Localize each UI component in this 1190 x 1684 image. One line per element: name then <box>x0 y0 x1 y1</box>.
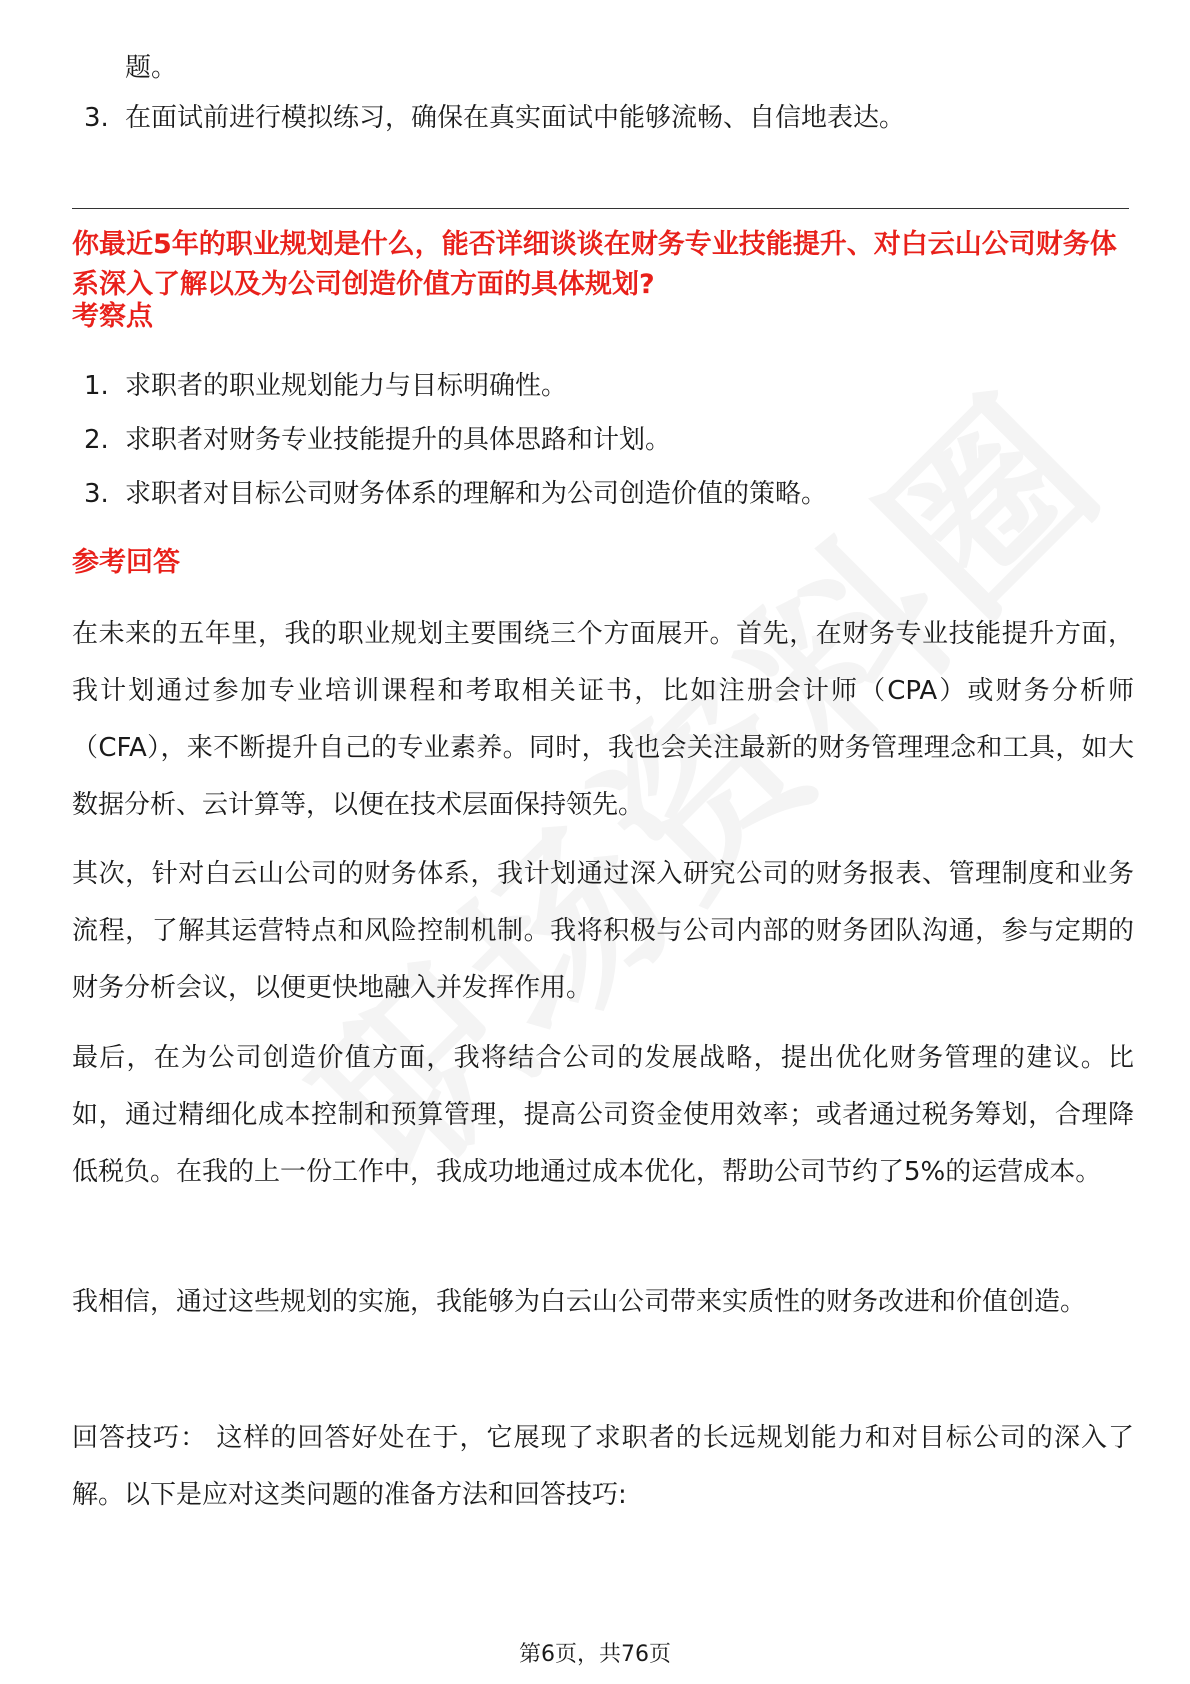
list-item-number: 3. <box>84 103 109 133</box>
previous-list-continuation: 题。 <box>125 53 178 83</box>
list-item-text: 求职者的职业规划能力与目标明确性。 <box>125 371 568 401</box>
answer-heading: 参考回答 <box>72 547 180 578</box>
previous-list-item <box>72 98 905 138</box>
answer-paragraph: 在未来的五年里，我的职业规划主要围绕三个方面展开。首先，在财务专业技能提升方面，我计划通过参加专业培训课程和考取相关证书，比如注册会计师（CPA）或财务分析师（CFA），来不断提升自己的专业素养。同时，我也会关注最新的财务管理理念和工具，如大数据分析、云计算等，以便在技术层面保持领先。 <box>72 619 1134 820</box>
answer-paragraph: 其次，针对白云山公司的财务体系，我计划通过深入研究公司的财务报表、管理制度和业务流程，了解其运营特点和风险控制机制。我将积极与公司内部的财务团队沟通，参与定期的财务分析会议，以便更快地融入并发挥作用。 <box>72 859 1134 1003</box>
assessment-item <box>72 420 671 460</box>
list-item-number: 1. <box>84 371 109 401</box>
answer-paragraph: 我相信，通过这些规划的实施，我能够为白云山公司带来实质性的财务改进和价值创造。 <box>72 1287 1087 1317</box>
section-divider <box>72 208 1129 209</box>
assessment-heading: 考察点 <box>72 301 153 332</box>
interview-question: 你最近5年的职业规划是什么，能否详细谈谈在财务专业技能提升、对白云山公司财务体系深入了解以及为公司创造价值方面的具体规划? <box>72 229 1117 300</box>
list-item-number: 3. <box>84 479 109 509</box>
answer-paragraph: 最后，在为公司创造价值方面，我将结合公司的发展战略，提出优化财务管理的建议。比如，通过精细化成本控制和预算管理，提高公司资金使用效率；或者通过税务筹划，合理降低税负。在我的上一份工作中，我成功地通过成本优化，帮助公司节约了5%的运营成本。 <box>72 1043 1134 1187</box>
list-item-number: 2. <box>84 425 109 455</box>
list-item-text: 求职者对目标公司财务体系的理解和为公司创造价值的策略。 <box>125 479 828 509</box>
list-item-text: 在面试前进行模拟练习，确保在真实面试中能够流畅、自信地表达。 <box>125 103 906 133</box>
answer-tips-paragraph: 回答技巧： 这样的回答好处在于，它展现了求职者的长远规划能力和对目标公司的深入了解。以下是应对这类问题的准备方法和回答技巧: <box>72 1423 1134 1510</box>
assessment-item <box>72 474 827 514</box>
page-footer: 第6页，共76页 <box>519 1642 671 1667</box>
list-item-text: 求职者对财务专业技能提升的具体思路和计划。 <box>125 425 672 455</box>
assessment-item <box>72 366 567 406</box>
